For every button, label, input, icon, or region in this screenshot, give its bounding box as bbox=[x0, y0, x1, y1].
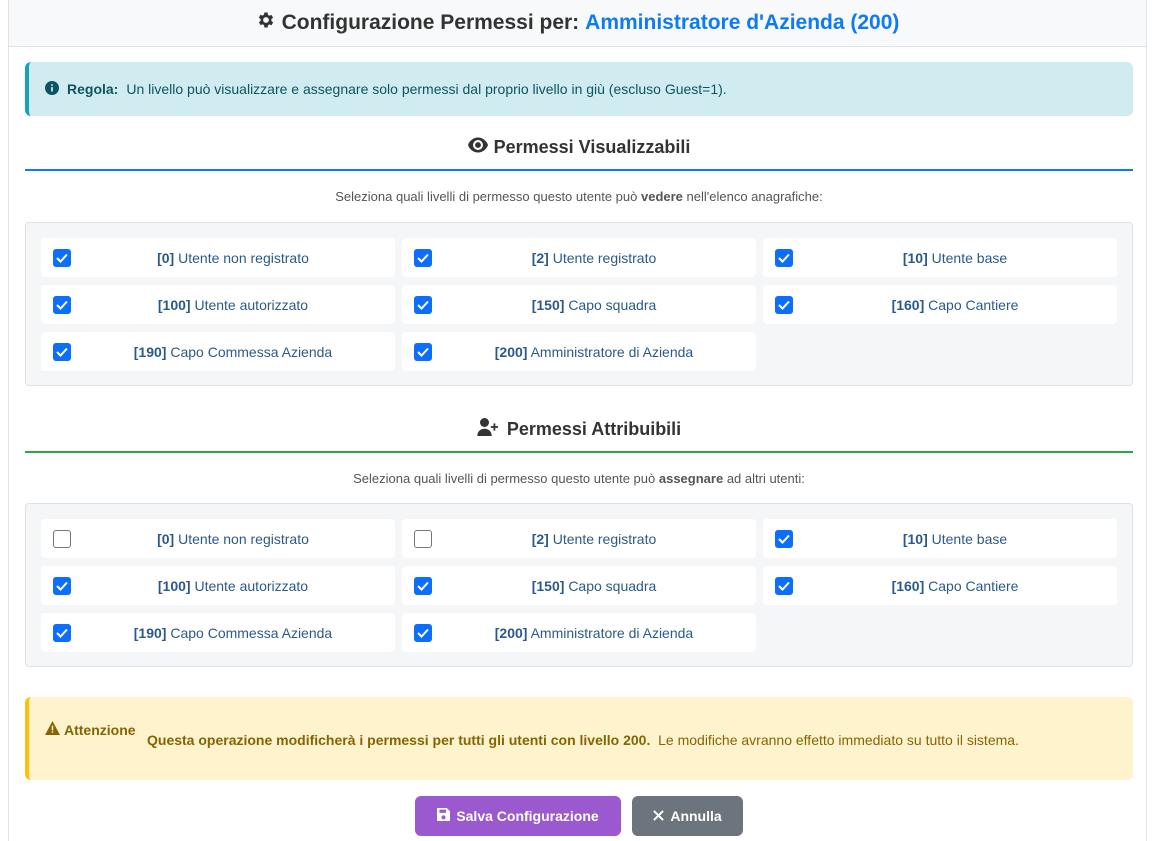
rule-info-alert bbox=[25, 62, 1133, 116]
permission-checkbox[interactable] bbox=[53, 530, 71, 548]
permission-option[interactable] bbox=[763, 238, 1117, 277]
check-icon bbox=[417, 347, 429, 357]
save-icon bbox=[437, 808, 450, 824]
permission-name: Capo Commessa Azienda bbox=[170, 624, 333, 641]
permission-option[interactable] bbox=[763, 566, 1117, 605]
permission-checkbox[interactable] bbox=[414, 296, 432, 314]
rule-text: Un livello può visualizzare e assegnare solo permessi dal proprio livello in giù (escluso Guest=1). bbox=[126, 81, 727, 97]
user-plus-icon bbox=[477, 418, 501, 441]
permission-name: Utente registrato bbox=[552, 249, 657, 266]
permission-name: Utente autorizzato bbox=[194, 296, 309, 313]
permission-code: [0] bbox=[157, 249, 175, 266]
panel-header bbox=[9, 0, 1146, 47]
section-description-attribuibili: Seleziona quali livelli di permesso questo utente può assegnare ad altri utenti: bbox=[353, 471, 805, 486]
permission-checkbox[interactable] bbox=[414, 577, 432, 595]
permission-checkbox[interactable] bbox=[414, 530, 432, 548]
permission-label[interactable] bbox=[793, 297, 1117, 313]
permission-code: [190] bbox=[133, 624, 167, 641]
section-title-visualizzabili: Permessi Visualizzabili bbox=[25, 136, 1133, 171]
check-icon bbox=[56, 581, 68, 591]
permission-name: Utente autorizzato bbox=[194, 577, 309, 594]
permission-label[interactable] bbox=[71, 531, 395, 547]
permission-name: Utente registrato bbox=[552, 530, 657, 547]
permission-option[interactable] bbox=[41, 332, 395, 371]
permission-checkbox[interactable] bbox=[775, 577, 793, 595]
permission-checkbox[interactable] bbox=[775, 530, 793, 548]
eye-icon bbox=[468, 137, 488, 158]
permission-label[interactable] bbox=[71, 344, 395, 360]
permission-option[interactable] bbox=[402, 285, 756, 324]
permission-code: [200] bbox=[494, 624, 528, 641]
permission-name: Capo Cantiere bbox=[928, 296, 1019, 313]
permission-code: [150] bbox=[531, 577, 565, 594]
permission-code: [2] bbox=[531, 530, 549, 547]
permission-code: [10] bbox=[902, 530, 928, 547]
check-icon bbox=[417, 581, 429, 591]
permissions-panel bbox=[8, 0, 1147, 841]
permission-checkbox[interactable] bbox=[414, 343, 432, 361]
check-icon bbox=[417, 300, 429, 310]
permission-name: Capo squadra bbox=[568, 577, 657, 594]
permission-option[interactable] bbox=[402, 332, 756, 371]
permission-code: [160] bbox=[891, 577, 925, 594]
permission-code: [100] bbox=[157, 577, 191, 594]
page-title bbox=[256, 10, 900, 36]
permission-name: Utente non registrato bbox=[178, 249, 309, 266]
permission-option[interactable] bbox=[402, 566, 756, 605]
permission-option[interactable] bbox=[402, 519, 756, 558]
permission-checkbox[interactable] bbox=[53, 296, 71, 314]
check-icon bbox=[417, 628, 429, 638]
permission-label[interactable] bbox=[793, 531, 1117, 547]
check-icon bbox=[56, 347, 68, 357]
permission-option[interactable] bbox=[763, 285, 1117, 324]
permission-checkbox[interactable] bbox=[53, 624, 71, 642]
permission-code: [200] bbox=[494, 343, 528, 360]
permission-option[interactable] bbox=[41, 613, 395, 652]
permission-checkbox[interactable] bbox=[414, 624, 432, 642]
permission-label[interactable] bbox=[71, 297, 395, 313]
permission-label[interactable] bbox=[432, 250, 756, 266]
permission-code: [190] bbox=[133, 343, 167, 360]
close-icon bbox=[653, 808, 664, 824]
warning-icon bbox=[45, 721, 60, 738]
permission-label[interactable] bbox=[432, 625, 756, 641]
check-icon bbox=[778, 253, 790, 263]
permission-label[interactable] bbox=[432, 578, 756, 594]
section-description-visualizzabili: Seleziona quali livelli di permesso questo utente può vedere nell'elenco anagrafiche: bbox=[335, 189, 823, 204]
check-icon bbox=[56, 253, 68, 263]
warning-title: Attenzione bbox=[45, 721, 136, 738]
check-icon bbox=[56, 628, 68, 638]
permission-label[interactable] bbox=[432, 531, 756, 547]
role-name: Amministratore d'Azienda (200) bbox=[585, 11, 900, 34]
permission-label[interactable] bbox=[793, 250, 1117, 266]
check-icon bbox=[417, 253, 429, 263]
checkbox-grid-visualizzabili bbox=[25, 222, 1133, 386]
permission-option[interactable] bbox=[402, 613, 756, 652]
warning-alert bbox=[25, 697, 1133, 780]
check-icon bbox=[778, 581, 790, 591]
permission-label[interactable] bbox=[432, 344, 756, 360]
permission-name: Utente base bbox=[931, 249, 1008, 266]
check-icon bbox=[778, 534, 790, 544]
info-icon bbox=[45, 81, 59, 98]
cancel-button[interactable]: Annulla bbox=[632, 796, 743, 836]
permission-option[interactable] bbox=[402, 238, 756, 277]
permission-code: [10] bbox=[902, 249, 928, 266]
permission-code: [2] bbox=[531, 249, 549, 266]
permission-name: Utente non registrato bbox=[178, 530, 309, 547]
permission-name: Capo squadra bbox=[568, 296, 657, 313]
permission-code: [0] bbox=[157, 530, 175, 547]
permission-code: [100] bbox=[157, 296, 191, 313]
permission-checkbox[interactable] bbox=[53, 577, 71, 595]
permission-name: Amministratore di Azienda bbox=[530, 624, 694, 641]
permission-checkbox[interactable] bbox=[414, 249, 432, 267]
rule-label: Regola: bbox=[67, 81, 119, 97]
permission-checkbox[interactable] bbox=[775, 249, 793, 267]
permission-checkbox[interactable] bbox=[775, 296, 793, 314]
permission-name: Capo Cantiere bbox=[928, 577, 1019, 594]
permission-checkbox[interactable] bbox=[53, 343, 71, 361]
permission-code: [150] bbox=[531, 296, 565, 313]
permission-checkbox[interactable] bbox=[53, 249, 71, 267]
section-title-attribuibili: Permessi Attribuibili bbox=[25, 418, 1133, 453]
permission-label[interactable] bbox=[71, 625, 395, 641]
permission-label[interactable] bbox=[71, 578, 395, 594]
permission-option[interactable] bbox=[41, 285, 395, 324]
permission-code: [160] bbox=[891, 296, 925, 313]
title-prefix: Configurazione Permessi per: bbox=[281, 11, 580, 34]
permission-label[interactable] bbox=[432, 297, 756, 313]
save-button[interactable]: Salva Configurazione bbox=[415, 796, 621, 836]
warning-message: Questa operazione modificherà i permessi per tutti gli utenti con livello 200. Le modifiche avranno effetto immediato su tutto il sistema. bbox=[147, 732, 1019, 748]
check-icon bbox=[778, 300, 790, 310]
permission-option[interactable] bbox=[763, 519, 1117, 558]
check-icon bbox=[56, 300, 68, 310]
permission-label[interactable] bbox=[793, 578, 1117, 594]
permission-label[interactable] bbox=[71, 250, 395, 266]
checkbox-grid-attribuibili bbox=[25, 503, 1133, 667]
permission-option[interactable] bbox=[41, 519, 395, 558]
permission-option[interactable] bbox=[41, 238, 395, 277]
gear-icon bbox=[256, 10, 276, 36]
permission-name: Utente base bbox=[931, 530, 1008, 547]
permission-option[interactable] bbox=[41, 566, 395, 605]
permission-name: Amministratore di Azienda bbox=[530, 343, 694, 360]
permission-name: Capo Commessa Azienda bbox=[170, 343, 333, 360]
